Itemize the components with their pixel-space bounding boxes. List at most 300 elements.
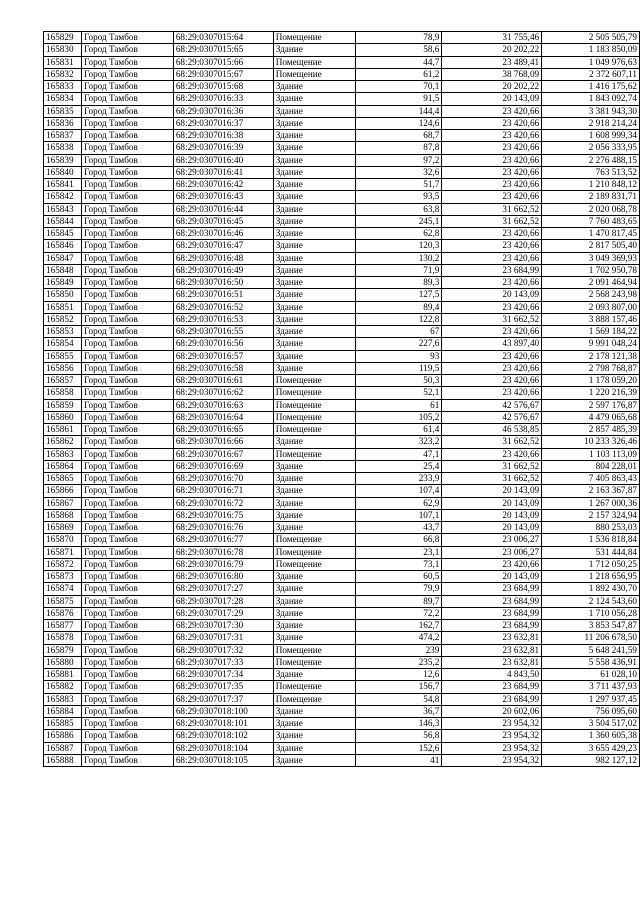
cadastral-number-cell: 68:29:0307016:72 (173, 497, 273, 509)
row-number-cell: 165878 (44, 632, 82, 644)
object-type-cell: Здание (273, 44, 355, 56)
area-cell: 79,9 (355, 583, 442, 595)
object-type-cell: Помещение (273, 693, 355, 705)
unit-value-cell: 23 632,81 (442, 656, 542, 668)
area-cell: 474,2 (355, 632, 442, 644)
object-type-cell: Здание (273, 215, 355, 227)
area-cell: 44,7 (355, 56, 442, 68)
table-row (44, 56, 640, 68)
object-type-cell: Здание (273, 485, 355, 497)
table-row (44, 215, 640, 227)
area-cell: 91,5 (355, 93, 442, 105)
object-type-cell: Здание (273, 228, 355, 240)
area-cell: 89,7 (355, 595, 442, 607)
table-row (44, 595, 640, 607)
area-cell: 61 (355, 399, 442, 411)
city-cell: Город Тамбов (81, 240, 173, 252)
city-cell: Город Тамбов (81, 130, 173, 142)
cadastral-number-cell: 68:29:0307016:36 (173, 105, 273, 117)
cadastral-value-cell: 2 091 464,94 (542, 277, 640, 289)
cadastral-number-cell: 68:29:0307018:101 (173, 718, 273, 730)
row-number-cell: 165887 (44, 742, 82, 754)
area-cell: 156,7 (355, 681, 442, 693)
unit-value-cell: 23 632,81 (442, 632, 542, 644)
object-type-cell: Помещение (273, 546, 355, 558)
cadastral-value-cell: 3 504 517,02 (542, 718, 640, 730)
table-row (44, 117, 640, 129)
area-cell: 50,3 (355, 375, 442, 387)
cadastral-number-cell: 68:29:0307016:58 (173, 362, 273, 374)
object-type-cell: Здание (273, 632, 355, 644)
row-number-cell: 165844 (44, 215, 82, 227)
table-row (44, 558, 640, 570)
cadastral-number-cell: 68:29:0307016:44 (173, 203, 273, 215)
area-cell: 122,8 (355, 313, 442, 325)
cadastral-number-cell: 68:29:0307016:43 (173, 191, 273, 203)
row-number-cell: 165847 (44, 252, 82, 264)
table-row (44, 411, 640, 423)
table-row (44, 326, 640, 338)
row-number-cell: 165831 (44, 56, 82, 68)
unit-value-cell: 20 202,22 (442, 81, 542, 93)
city-cell: Город Тамбов (81, 583, 173, 595)
row-number-cell: 165854 (44, 338, 82, 350)
city-cell: Город Тамбов (81, 313, 173, 325)
object-type-cell: Здание (273, 277, 355, 289)
cadastral-number-cell: 68:29:0307016:70 (173, 473, 273, 485)
cadastral-value-cell: 11 206 678,50 (542, 632, 640, 644)
cadastral-value-cell: 3 655 429,23 (542, 742, 640, 754)
row-number-cell: 165879 (44, 644, 82, 656)
unit-value-cell: 20 143,09 (442, 93, 542, 105)
cadastral-number-cell: 68:29:0307016:75 (173, 509, 273, 521)
city-cell: Город Тамбов (81, 375, 173, 387)
object-type-cell: Здание (273, 497, 355, 509)
unit-value-cell: 23 420,66 (442, 375, 542, 387)
cadastral-value-cell: 763 513,52 (542, 166, 640, 178)
table-row (44, 693, 640, 705)
table-row (44, 424, 640, 436)
table-row (44, 68, 640, 80)
table-row (44, 313, 640, 325)
table-row (44, 142, 640, 154)
area-cell: 41 (355, 754, 442, 766)
table-row (44, 546, 640, 558)
unit-value-cell: 23 420,66 (442, 142, 542, 154)
cadastral-number-cell: 68:29:0307016:79 (173, 558, 273, 570)
unit-value-cell: 31 662,52 (442, 203, 542, 215)
unit-value-cell: 42 576,67 (442, 399, 542, 411)
city-cell: Город Тамбов (81, 669, 173, 681)
table-row (44, 179, 640, 191)
cadastral-value-cell: 982 127,12 (542, 754, 640, 766)
row-number-cell: 165875 (44, 595, 82, 607)
cadastral-value-cell: 2 178 121,38 (542, 350, 640, 362)
cadastral-value-cell: 2 093 807,00 (542, 301, 640, 313)
row-number-cell: 165855 (44, 350, 82, 362)
city-cell: Город Тамбов (81, 558, 173, 570)
cadastral-number-cell: 68:29:0307016:53 (173, 313, 273, 325)
object-type-cell: Здание (273, 252, 355, 264)
city-cell: Город Тамбов (81, 656, 173, 668)
area-cell: 89,3 (355, 277, 442, 289)
row-number-cell: 165872 (44, 558, 82, 570)
cadastral-number-cell: 68:29:0307016:69 (173, 460, 273, 472)
city-cell: Город Тамбов (81, 546, 173, 558)
unit-value-cell: 46 538,85 (442, 424, 542, 436)
area-cell: 89,4 (355, 301, 442, 313)
city-cell: Город Тамбов (81, 742, 173, 754)
object-type-cell: Здание (273, 509, 355, 521)
row-number-cell: 165884 (44, 705, 82, 717)
row-number-cell: 165864 (44, 460, 82, 472)
table-row (44, 93, 640, 105)
object-type-cell: Здание (273, 583, 355, 595)
row-number-cell: 165833 (44, 81, 82, 93)
table-row (44, 754, 640, 766)
object-type-cell: Здание (273, 705, 355, 717)
row-number-cell: 165853 (44, 326, 82, 338)
object-type-cell: Помещение (273, 656, 355, 668)
area-cell: 239 (355, 644, 442, 656)
cadastral-value-cell: 2 372 607,11 (542, 68, 640, 80)
cadastral-value-cell: 2 568 243,98 (542, 289, 640, 301)
table-row (44, 607, 640, 619)
object-type-cell: Здание (273, 130, 355, 142)
cadastral-number-cell: 68:29:0307016:55 (173, 326, 273, 338)
city-cell: Город Тамбов (81, 154, 173, 166)
table-row (44, 252, 640, 264)
cadastral-number-cell: 68:29:0307015:66 (173, 56, 273, 68)
cadastral-value-cell: 1 049 976,63 (542, 56, 640, 68)
cadastral-value-cell: 2 163 367,87 (542, 485, 640, 497)
cadastral-number-cell: 68:29:0307016:61 (173, 375, 273, 387)
cadastral-number-cell: 68:29:0307015:65 (173, 44, 273, 56)
object-type-cell: Здание (273, 754, 355, 766)
table-body (44, 32, 640, 767)
cadastral-value-cell: 3 888 157,46 (542, 313, 640, 325)
cadastral-value-cell: 1 210 848,12 (542, 179, 640, 191)
cadastral-value-cell: 1 183 850,09 (542, 44, 640, 56)
row-number-cell: 165882 (44, 681, 82, 693)
city-cell: Город Тамбов (81, 522, 173, 534)
table-row (44, 81, 640, 93)
table-row (44, 448, 640, 460)
area-cell: 62,9 (355, 497, 442, 509)
table-row (44, 669, 640, 681)
area-cell: 32,6 (355, 166, 442, 178)
row-number-cell: 165852 (44, 313, 82, 325)
cadastral-value-cell: 5 558 436,91 (542, 656, 640, 668)
unit-value-cell: 23 684,99 (442, 681, 542, 693)
cadastral-value-cell: 61 028,10 (542, 669, 640, 681)
area-cell: 43,7 (355, 522, 442, 534)
unit-value-cell: 23 420,66 (442, 387, 542, 399)
row-number-cell: 165863 (44, 448, 82, 460)
area-cell: 120,3 (355, 240, 442, 252)
unit-value-cell: 23 420,66 (442, 301, 542, 313)
unit-value-cell: 31 662,52 (442, 313, 542, 325)
table-row (44, 497, 640, 509)
cadastral-number-cell: 68:29:0307016:77 (173, 534, 273, 546)
row-number-cell: 165883 (44, 693, 82, 705)
cadastral-value-cell: 1 103 113,09 (542, 448, 640, 460)
city-cell: Город Тамбов (81, 166, 173, 178)
table-row (44, 32, 640, 44)
unit-value-cell: 4 843,50 (442, 669, 542, 681)
cadastral-value-cell: 1 297 937,45 (542, 693, 640, 705)
unit-value-cell: 20 202,22 (442, 44, 542, 56)
city-cell: Город Тамбов (81, 620, 173, 632)
object-type-cell: Помещение (273, 56, 355, 68)
unit-value-cell: 20 143,09 (442, 289, 542, 301)
cadastral-value-table (43, 31, 640, 767)
area-cell: 130,2 (355, 252, 442, 264)
city-cell: Город Тамбов (81, 693, 173, 705)
cadastral-number-cell: 68:29:0307017:31 (173, 632, 273, 644)
row-number-cell: 165837 (44, 130, 82, 142)
cadastral-value-cell: 7 760 483,65 (542, 215, 640, 227)
table-row (44, 620, 640, 632)
city-cell: Город Тамбов (81, 264, 173, 276)
unit-value-cell: 42 576,67 (442, 411, 542, 423)
table-row (44, 203, 640, 215)
cadastral-value-cell: 531 444,84 (542, 546, 640, 558)
city-cell: Город Тамбов (81, 681, 173, 693)
area-cell: 56,8 (355, 730, 442, 742)
row-number-cell: 165860 (44, 411, 82, 423)
cadastral-value-cell: 2 798 768,87 (542, 362, 640, 374)
city-cell: Город Тамбов (81, 460, 173, 472)
cadastral-value-cell: 2 157 324,94 (542, 509, 640, 521)
cadastral-value-cell: 1 608 999,34 (542, 130, 640, 142)
area-cell: 58,6 (355, 44, 442, 56)
object-type-cell: Помещение (273, 644, 355, 656)
table-row (44, 656, 640, 668)
city-cell: Город Тамбов (81, 534, 173, 546)
area-cell: 323,2 (355, 436, 442, 448)
cadastral-value-cell: 3 711 437,93 (542, 681, 640, 693)
city-cell: Город Тамбов (81, 56, 173, 68)
table-row (44, 460, 640, 472)
object-type-cell: Здание (273, 203, 355, 215)
city-cell: Город Тамбов (81, 326, 173, 338)
cadastral-number-cell: 68:29:0307018:105 (173, 754, 273, 766)
unit-value-cell: 23 420,66 (442, 277, 542, 289)
area-cell: 227,6 (355, 338, 442, 350)
cadastral-value-cell: 2 124 543,60 (542, 595, 640, 607)
row-number-cell: 165881 (44, 669, 82, 681)
object-type-cell: Помещение (273, 387, 355, 399)
object-type-cell: Здание (273, 338, 355, 350)
cadastral-number-cell: 68:29:0307017:28 (173, 595, 273, 607)
unit-value-cell: 23 420,66 (442, 362, 542, 374)
cadastral-number-cell: 68:29:0307016:65 (173, 424, 273, 436)
cadastral-value-cell: 756 095,60 (542, 705, 640, 717)
object-type-cell: Здание (273, 595, 355, 607)
object-type-cell: Помещение (273, 411, 355, 423)
row-number-cell: 165861 (44, 424, 82, 436)
cadastral-number-cell: 68:29:0307018:100 (173, 705, 273, 717)
unit-value-cell: 20 143,09 (442, 509, 542, 521)
area-cell: 52,1 (355, 387, 442, 399)
cadastral-value-cell: 1 569 184,22 (542, 326, 640, 338)
object-type-cell: Здание (273, 350, 355, 362)
unit-value-cell: 23 420,66 (442, 448, 542, 460)
area-cell: 93,5 (355, 191, 442, 203)
object-type-cell: Здание (273, 240, 355, 252)
city-cell: Город Тамбов (81, 277, 173, 289)
unit-value-cell: 23 954,32 (442, 730, 542, 742)
row-number-cell: 165862 (44, 436, 82, 448)
row-number-cell: 165829 (44, 32, 82, 44)
area-cell: 47,1 (355, 448, 442, 460)
area-cell: 51,7 (355, 179, 442, 191)
object-type-cell: Здание (273, 571, 355, 583)
object-type-cell: Здание (273, 166, 355, 178)
city-cell: Город Тамбов (81, 338, 173, 350)
city-cell: Город Тамбов (81, 632, 173, 644)
cadastral-number-cell: 68:29:0307016:66 (173, 436, 273, 448)
cadastral-number-cell: 68:29:0307016:62 (173, 387, 273, 399)
table-row (44, 730, 640, 742)
object-type-cell: Здание (273, 742, 355, 754)
object-type-cell: Помещение (273, 681, 355, 693)
row-number-cell: 165845 (44, 228, 82, 240)
cadastral-number-cell: 68:29:0307016:76 (173, 522, 273, 534)
row-number-cell: 165867 (44, 497, 82, 509)
city-cell: Город Тамбов (81, 228, 173, 240)
cadastral-value-cell: 2 505 505,79 (542, 32, 640, 44)
object-type-cell: Здание (273, 289, 355, 301)
cadastral-value-cell: 1 178 059,20 (542, 375, 640, 387)
row-number-cell: 165851 (44, 301, 82, 313)
cadastral-value-cell: 5 648 241,59 (542, 644, 640, 656)
area-cell: 124,6 (355, 117, 442, 129)
area-cell: 235,2 (355, 656, 442, 668)
unit-value-cell: 23 420,66 (442, 252, 542, 264)
city-cell: Город Тамбов (81, 754, 173, 766)
cadastral-number-cell: 68:29:0307016:80 (173, 571, 273, 583)
cadastral-value-cell: 1 712 050,25 (542, 558, 640, 570)
row-number-cell: 165869 (44, 522, 82, 534)
row-number-cell: 165888 (44, 754, 82, 766)
row-number-cell: 165876 (44, 607, 82, 619)
object-type-cell: Здание (273, 264, 355, 276)
row-number-cell: 165868 (44, 509, 82, 521)
cadastral-value-cell: 2 276 488,15 (542, 154, 640, 166)
city-cell: Город Тамбов (81, 105, 173, 117)
city-cell: Город Тамбов (81, 203, 173, 215)
object-type-cell: Здание (273, 718, 355, 730)
row-number-cell: 165870 (44, 534, 82, 546)
row-number-cell: 165848 (44, 264, 82, 276)
table-row (44, 166, 640, 178)
row-number-cell: 165839 (44, 154, 82, 166)
city-cell: Город Тамбов (81, 571, 173, 583)
area-cell: 97,2 (355, 154, 442, 166)
cadastral-number-cell: 68:29:0307017:30 (173, 620, 273, 632)
unit-value-cell: 31 662,52 (442, 215, 542, 227)
row-number-cell: 165880 (44, 656, 82, 668)
cadastral-number-cell: 68:29:0307015:64 (173, 32, 273, 44)
unit-value-cell: 43 897,40 (442, 338, 542, 350)
row-number-cell: 165840 (44, 166, 82, 178)
cadastral-value-cell: 1 470 817,45 (542, 228, 640, 240)
city-cell: Город Тамбов (81, 730, 173, 742)
city-cell: Город Тамбов (81, 350, 173, 362)
row-number-cell: 165842 (44, 191, 82, 203)
object-type-cell: Здание (273, 105, 355, 117)
unit-value-cell: 23 954,32 (442, 742, 542, 754)
area-cell: 60,5 (355, 571, 442, 583)
city-cell: Город Тамбов (81, 117, 173, 129)
object-type-cell: Здание (273, 179, 355, 191)
cadastral-number-cell: 68:29:0307018:104 (173, 742, 273, 754)
unit-value-cell: 23 420,66 (442, 558, 542, 570)
area-cell: 93 (355, 350, 442, 362)
row-number-cell: 165830 (44, 44, 82, 56)
unit-value-cell: 23 420,66 (442, 350, 542, 362)
area-cell: 107,4 (355, 485, 442, 497)
unit-value-cell: 23 954,32 (442, 754, 542, 766)
cadastral-number-cell: 68:29:0307016:48 (173, 252, 273, 264)
cadastral-value-cell: 3 381 943,30 (542, 105, 640, 117)
cadastral-number-cell: 68:29:0307016:46 (173, 228, 273, 240)
cadastral-value-cell: 1 843 092,74 (542, 93, 640, 105)
area-cell: 36,7 (355, 705, 442, 717)
city-cell: Город Тамбов (81, 718, 173, 730)
table-row (44, 362, 640, 374)
object-type-cell: Здание (273, 326, 355, 338)
unit-value-cell: 23 684,99 (442, 264, 542, 276)
unit-value-cell: 23 684,99 (442, 607, 542, 619)
row-number-cell: 165850 (44, 289, 82, 301)
area-cell: 87,8 (355, 142, 442, 154)
area-cell: 233,9 (355, 473, 442, 485)
row-number-cell: 165834 (44, 93, 82, 105)
unit-value-cell: 31 662,52 (442, 473, 542, 485)
cadastral-number-cell: 68:29:0307016:39 (173, 142, 273, 154)
area-cell: 73,1 (355, 558, 442, 570)
city-cell: Город Тамбов (81, 497, 173, 509)
object-type-cell: Здание (273, 522, 355, 534)
cadastral-number-cell: 68:29:0307016:63 (173, 399, 273, 411)
cadastral-value-cell: 1 702 950,78 (542, 264, 640, 276)
cadastral-value-cell: 2 056 333,95 (542, 142, 640, 154)
area-cell: 144,4 (355, 105, 442, 117)
cadastral-value-cell: 7 405 863,43 (542, 473, 640, 485)
row-number-cell: 165841 (44, 179, 82, 191)
cadastral-number-cell: 68:29:0307016:49 (173, 264, 273, 276)
row-number-cell: 165838 (44, 142, 82, 154)
row-number-cell: 165873 (44, 571, 82, 583)
row-number-cell: 165856 (44, 362, 82, 374)
row-number-cell: 165886 (44, 730, 82, 742)
unit-value-cell: 23 420,66 (442, 228, 542, 240)
area-cell: 245,1 (355, 215, 442, 227)
city-cell: Город Тамбов (81, 448, 173, 460)
unit-value-cell: 20 143,09 (442, 485, 542, 497)
unit-value-cell: 23 420,66 (442, 240, 542, 252)
city-cell: Город Тамбов (81, 179, 173, 191)
unit-value-cell: 20 143,09 (442, 497, 542, 509)
cadastral-value-cell: 1 220 216,39 (542, 387, 640, 399)
area-cell: 119,5 (355, 362, 442, 374)
cadastral-number-cell: 68:29:0307016:45 (173, 215, 273, 227)
area-cell: 146,3 (355, 718, 442, 730)
object-type-cell: Здание (273, 669, 355, 681)
